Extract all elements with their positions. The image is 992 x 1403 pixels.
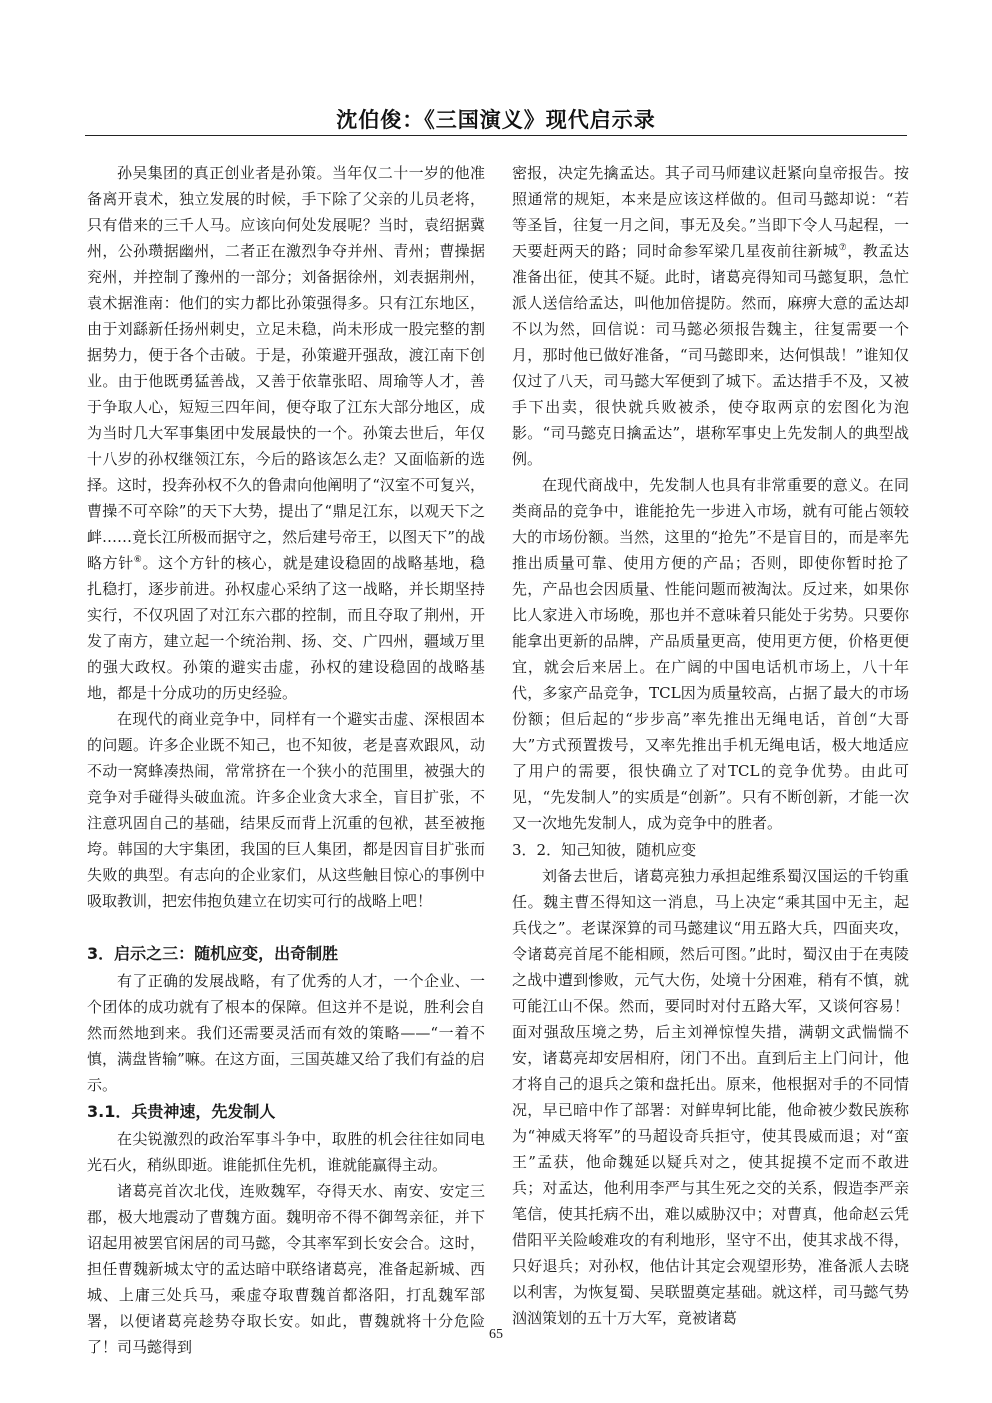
- page-number: 65: [489, 1327, 503, 1342]
- paragraph: 诸葛亮首次北伐，连败魏军，夺得天水、南安、安定三郡，极大地震动了曹魏方面。魏明帝不得不御驾亲征，并下诏起用被罢官闲居的司马懿，令其率军到长安会合。这时，担任曹魏新城太守的孟达暗中联络诸葛亮，准备起新城、西城、上庸三处兵马，乘虚夺取曹魏首都洛阳，打乱魏军部署，以便诸葛亮趁势夺取长安。如此，曹魏就将十分危险了！司马懿得到: [87, 1182, 485, 1356]
- section-heading: 3．启示之三：随机应变，出奇制胜: [87, 944, 339, 963]
- paragraph: 刘备去世后，诸葛亮独力承担起维系蜀汉国运的千钧重任。魏主曹丕得知这一消息，马上决定“乘其国中无主，起兵伐之”。老谋深算的司马懿建议“用五路大兵，四面夹攻，令诸葛亮首尾不能相顾，然后可图。”此时，蜀汉由于在夷陵之战中遭到惨败，元气大伤，处境十分困难，稍有不慎，就可能江山不保。然而，要同时对付五路大军，又谈何容易！面对强敌压境之势，后主刘禅惊惶失措，满朝文武惴惴不安，诸葛亮却安居相府，闭门不出。直到后主上门问计，他才将自己的退兵之策和盘托出。原来，他根据对手的不同情况，早已暗中作了部署：对鲜卑轲比能，他命被少数民族称为“神威天将军”的马超设奇兵拒守，使其畏威而退；对“蛮王”孟获，他命魏延以疑兵对之，使其捉摸不定而不敢进兵；对孟达，他利用李严与其生死之交的关系，假造李严亲笔信，使其托病不出，难以威胁汉中；对曹真，他命赵云凭借阳平关险峻难攻的有利地形，坚守不出，使其求战不得，只好退兵；对孙权，他估计其定会观望形势，准备派人去晓以利害，为恢复蜀、吴联盟奠定基础。就这样，司马懿气势汹汹策划的五十万大军，竟被诸葛: [512, 867, 909, 1327]
- header-rule: [85, 135, 907, 136]
- paragraph-continued: 密报，决定先擒孟达。其子司马师建议赶紧向皇帝报告。按照通常的规矩，本来是应该这样做的。但司马懿却说：“若等圣旨，往复一月之间，事无及矣。”当即下令人马起程，一天要赶两天的路；同时命参军梁几星夜前往新城⑦，教孟达准备出征，使其不疑。此时，诸葛亮得知司马懿复职，急忙派人送信给孟达，叫他加倍提防。然而，麻痹大意的孟达却不以为然，回信说：司马懿必须报告魏主，往复需要一个月，那时他已做好准备，“司马懿即来，达何惧哉！”谁知仅仅过了八天，司马懿大军便到了城下。孟达措手不及，又被手下出卖，很快就兵败被杀，使夺取两京的宏图化为泡影。“司马懿克日擒孟达”，堪称军事史上先发制人的典型战例。: [512, 164, 909, 468]
- left-column: [87, 160, 485, 1360]
- running-header-title: 沈伯俊：《三国演义》现代启示录: [336, 108, 656, 132]
- paragraph: 在尖锐激烈的政治军事斗争中，取胜的机会往往如同电光石火，稍纵即逝。谁能抓住先机，谁就能赢得主动。: [87, 1130, 485, 1174]
- subsection-heading: 3.1．兵贵神速，先发制人: [87, 1102, 276, 1121]
- paragraph: 在现代商战中，先发制人也具有非常重要的意义。在同类商品的竞争中，谁能抢先一步进入市场，就有可能占领较大的市场份额。当然，这里的“抢先”不是盲目的，而是率先推出质量可靠、使用方便的产品；否则，即使你暂时抢了先，产品也会因质量、性能问题而被淘汰。反过来，如果你比人家进入市场晚，那也并不意味着只能处于劣势。只要你能拿出更新的品牌，产品质量更高，使用更方便，价格更便宜，就会后来居上。在广阔的中国电话机市场上，八十年代，多家产品竞争，TCL因为质量较高，占据了最大的市场份额；但后起的“步步高”率先推出无绳电话，首创“大哥大”方式预置拨号，又率先推出手机无绳电话，极大地适应了用户的需要，很快确立了对TCL的竞争优势。由此可见，“先发制人”的实质是“创新”。只有不断创新，才能一次又一次地先发制人，成为竞争中的胜者。: [512, 476, 909, 832]
- subsection-heading: 3．2．知己知彼，随机应变: [512, 841, 697, 859]
- footnote-marker: ⑥: [133, 555, 143, 565]
- footnote-marker: ⑦: [838, 243, 848, 253]
- paragraph: 在现代的商业竞争中，同样有一个避实击虚、深根固本的问题。许多企业既不知己，也不知彼，老是喜欢跟风，动不动一窝蜂凑热闹，常常挤在一个狭小的范围里，被强大的竞争对手碰得头破血流。许多企业贪大求全，盲目扩张，不注意巩固自己的基础，结果反而背上沉重的包袱，甚至被拖垮。韩国的大宇集团，我国的巨人集团，都是因盲目扩张而失败的典型。有志向的企业家们，从这些触目惊心的事例中吸取教训，把宏伟抱负建立在切实可行的战略上吧！: [87, 710, 485, 910]
- paragraph: 有了正确的发展战略，有了优秀的人才，一个企业、一个团体的成功就有了根本的保障。但这并不是说，胜利会自然而然地到来。我们还需要灵活而有效的策略——“一着不慎，满盘皆输”嘛。在这方面，三国英雄又给了我们有益的启示。: [87, 972, 485, 1094]
- paragraph: 孙吴集团的真正创业者是孙策。当年仅二十一岁的他准备离开袁术，独立发展的时候，手下除了父亲的儿员老将，只有借来的三千人马。应该向何处发展呢？当时，袁绍据冀州，公孙瓒据幽州，二者正在激烈争夺并州、青州；曹操据兖州，并控制了豫州的一部分；刘备据徐州，刘表据荆州，袁术据淮南：他们的实力都比孙策强得多。只有江东地区，由于刘繇新任扬州刺史，立足未稳，尚未形成一股完整的割据势力，便于各个击破。于是，孙策避开强敌，渡江南下创业。由于他既勇猛善战，又善于依靠张昭、周瑜等人才，善于争取人心，短短三四年间，便夺取了江东大部分地区，成为当时几大军事集团中发展最快的一个。孙策去世后，年仅十八岁的孙权继领江东，今后的路该怎么走？又面临新的选择。这时，投奔孙权不久的鲁肃向他阐明了“汉室不可复兴，曹操不可卒除”的天下大势，提出了“鼎足江东，以观天下之衅……竟长江所极而据守之，然后建号帝王，以图天下”的战略方针⑥。这个方针的核心，就是建设稳固的战略基地，稳扎稳打，逐步前进。孙权虚心采纳了这一战略，并长期坚持实行，不仅巩固了对江东六郡的控制，而且夺取了荆州，开发了南方，建立起一个统治荆、扬、交、广四州，疆域万里的强大政权。孙策的避实击虚，孙权的建设稳固的战略基地，都是十分成功的历史经验。: [87, 164, 485, 702]
- right-column: [512, 160, 909, 1331]
